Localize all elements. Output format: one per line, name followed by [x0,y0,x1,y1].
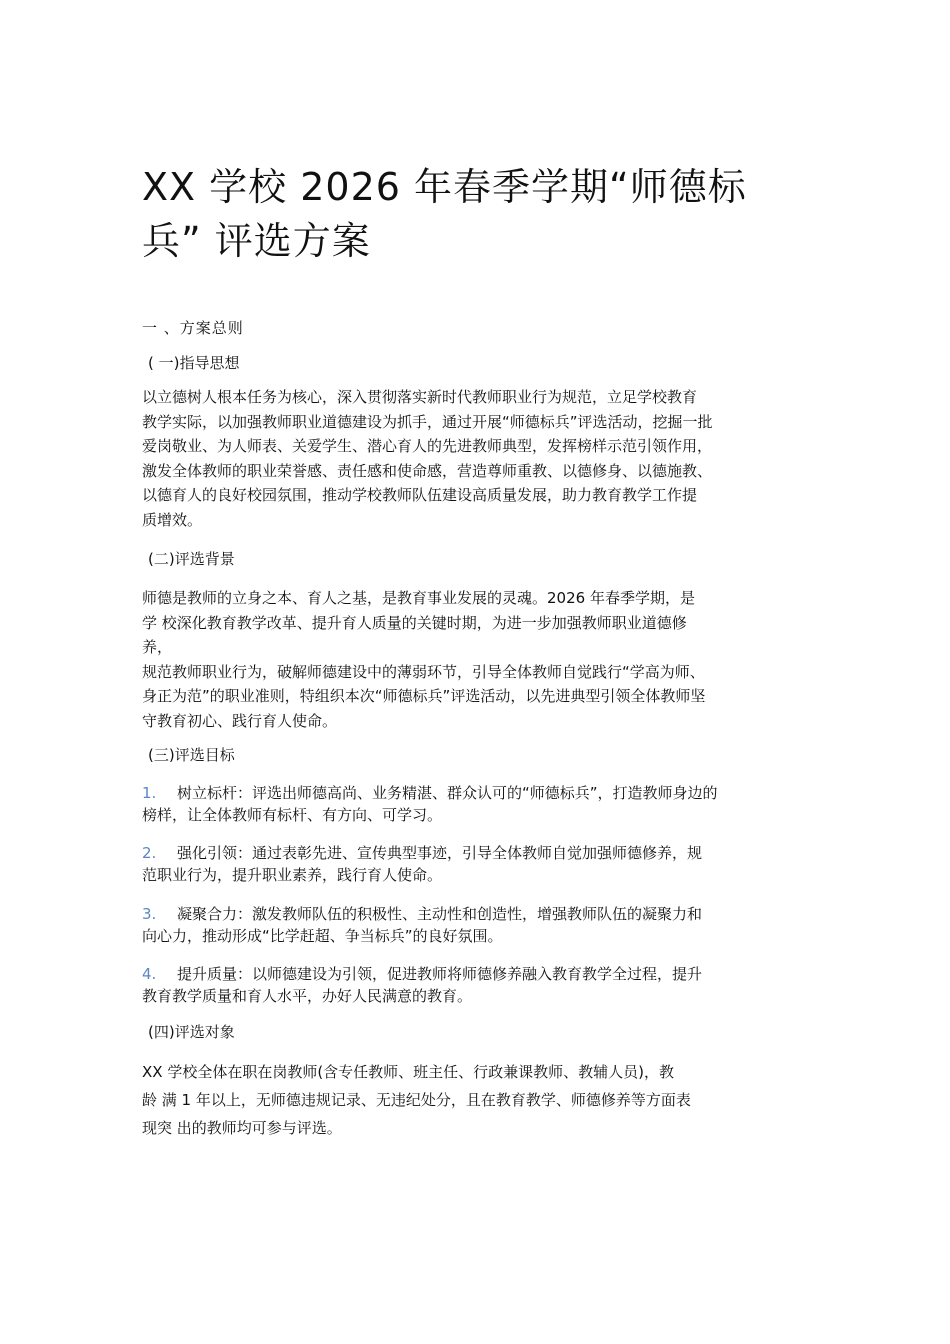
title-line-1: XX 学校 2026 年春季学期“师德标 [142,165,747,209]
list-item-objective-4 [142,963,812,1007]
list-text: 范职业行为，提升职业素养，践行育人使命。 [142,866,443,884]
text-line: 现突 出的教师均可参与评选。 [142,1119,342,1137]
text-line: 养， [142,638,173,656]
text-line: XX 学校全体在职在岗教师(含专任教师、班主任、行政兼课教师、教辅人员)，教 [142,1063,675,1081]
paragraph-background [142,586,822,733]
text-line: 以立德树人根本任务为核心，深入贯彻落实新时代教师职业行为规范，立足学校教育 [142,388,698,406]
text-line: 守教育初心、践行育人使命。 [142,711,338,730]
list-number: 2. [142,844,157,862]
subheading-objectives: (三)评选目标 [148,746,235,764]
list-text: 凝聚合力：激发教师队伍的积极性、主动性和创造性，增强教师队伍的凝聚力和 [177,905,703,923]
list-item-objective-1 [142,782,812,826]
list-number: 4. [142,965,157,983]
list-number: 3. [142,905,157,923]
list-text: 教育教学质量和育人水平，办好人民满意的教育。 [142,987,473,1005]
text-line: 身正为范”的职业准则，特组织本次“师德标兵”评选活动，以先进典型引领全体教师坚 [142,687,706,705]
subheading-guiding-ideology: ( 一)指导思想 [148,354,240,372]
text-line: 学 校深化教育教学改革、提升育人质量的关键时期，为进一步加强教师职业道德修 [142,613,687,632]
list-item-objective-3 [142,903,812,947]
list-text: 提升质量：以师德建设为引领，促进教师将师德修养融入教育教学全过程，提升 [177,965,703,983]
text-line: 龄 满 1 年以上，无师德违规记录、无违纪处分，且在教育教学、师德修养等方面表 [142,1091,691,1109]
text-line: 教学实际，以加强教师职业道德建设为抓手，通过开展“师德标兵”评选活动，挖掘一批 [142,412,713,431]
list-number: 1. [142,784,157,802]
text-line: 师德是教师的立身之本、育人之基，是教育事业发展的灵魂。2026 年春季学期，是 [142,589,695,607]
document-title [142,160,822,268]
list-text: 强化引领：通过表彰先进、宣传典型事迹，引导全体教师自觉加强师德修养，规 [177,844,703,862]
paragraph-guiding-ideology [142,385,822,532]
text-line: 激发全体教师的职业荣誉感、责任感和使命感，营造尊师重教、以德修身、以德施教、 [142,461,713,480]
list-text: 榜样，让全体教师有标杆、有方向、可学习。 [142,806,443,824]
text-line: 以德育人的良好校园氛围，推动学校教师队伍建设高质量发展，助力教育教学工作提 [142,486,698,504]
list-text: 向心力，推动形成“比学赶超、争当标兵”的良好氛围。 [142,927,503,945]
title-line-2: 兵” 评选方案 [142,219,371,263]
subheading-background: (二)评选背景 [148,550,235,568]
text-line: 规范教师职业行为，破解师德建设中的薄弱环节，引导全体教师自觉践行“学高为师、 [142,662,705,681]
paragraph-eligibility [142,1058,822,1142]
text-line: 爱岗敬业、为人师表、关爱学生、潜心育人的先进教师典型，发挥榜样示范引领作用， [142,437,713,455]
list-item-objective-2 [142,842,812,886]
text-line: 质增效。 [142,510,203,529]
section-heading-general: 一 、方案总则 [142,319,244,337]
subheading-eligibility: (四)评选对象 [148,1023,235,1041]
list-text: 树立标杆：评选出师德高尚、业务精湛、群众认可的“师德标兵”，打造教师身边的 [177,784,718,802]
